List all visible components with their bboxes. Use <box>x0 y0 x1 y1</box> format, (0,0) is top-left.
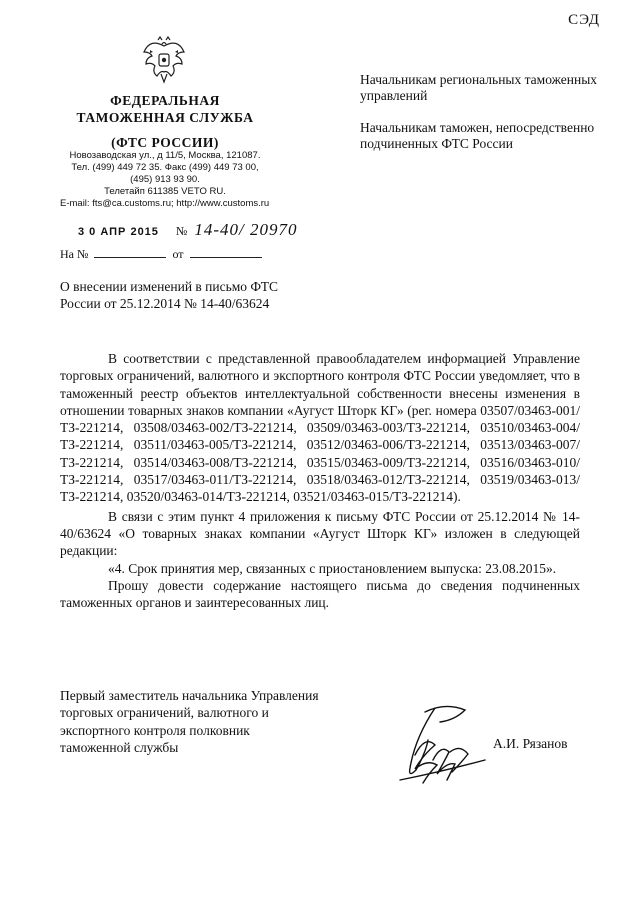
agency-name-block <box>60 92 270 151</box>
registration-line <box>78 220 298 240</box>
reference-from-label: от <box>172 247 184 261</box>
reference-line <box>60 247 268 262</box>
signatory-position: Первый заместитель начальника Управления торговых ограничений, валютного и экспортного контроля полковник таможенной службы <box>60 688 319 755</box>
agency-teletype: Телетайп 611385 VETO RU. <box>104 186 226 197</box>
agency-email-web: E-mail: fts@ca.customs.ru; http://www.customs.ru <box>60 198 270 209</box>
recipient-customs-houses: Начальникам таможен, непосредственно подчиненных ФТС России <box>360 120 595 151</box>
reference-number-blank <box>94 247 166 258</box>
letter-body <box>60 350 580 611</box>
registration-number-label: № <box>175 224 188 238</box>
agency-phone: Тел. (499) 449 72 35. Факс (499) 449 73 00, <box>71 162 259 173</box>
coat-of-arms-emblem <box>142 36 186 86</box>
handwritten-signature <box>395 700 490 790</box>
agency-address: Новозаводская ул., д 11/5, Москва, 121087. <box>69 150 261 161</box>
reference-number-label: На № <box>60 247 89 261</box>
registration-date-stamp: 3 0 АПР 2015 <box>78 226 159 238</box>
recipient-regional-offices: Начальникам региональных таможенных управлений <box>360 72 598 103</box>
agency-name-line2: ТАМОЖЕННАЯ СЛУЖБА <box>76 110 254 125</box>
reference-date-blank <box>190 247 262 258</box>
body-paragraph-1: В соответствии с представленной правообладателем информацией Управление торговых ограничений, валютного и экспортного контроля ФТС России уведомляет, что в таможенный реестр объектов интеллектуальной собственности внесены изменения в отношении товарных знаков компании «Аугуст Шторк КГ» (рег. номера 03507/03463-001/ТЗ-221214, 03508/03463-002/ТЗ-221214, 03509/03463-003/ТЗ-221214, 03510/03463-004/ТЗ-221214, 03511/03463-005/ТЗ-221214, 03512/03463-006/ТЗ-221214, 03513/03463-007/ТЗ-221214, 03514/03463-008/ТЗ-221214, 03515/03463-009/ТЗ-221214, 03516/03463-010/ТЗ-221214, 03517/03463-011/ТЗ-221214, 03518/03463-012/ТЗ-221214, 03519/03463-013/ТЗ-221214, 03520/03463-014/ТЗ-221214, 03521/03463-015/ТЗ-221214). <box>60 351 580 505</box>
agency-abbreviation: (ФТС РОССИИ) <box>111 135 219 150</box>
signatory-name: А.И. Рязанов <box>493 736 568 751</box>
agency-name-line1: ФЕДЕРАЛЬНАЯ <box>110 93 220 108</box>
body-paragraph-3: «4. Срок принятия мер, связанных с приостановлением выпуска: 23.08.2015». <box>108 560 557 576</box>
document-system-label: СЭД <box>568 12 600 28</box>
body-paragraph-2: В связи с этим пункт 4 приложения к письму ФТС России от 25.12.2014 № 14-40/63624 «О товарных знаках компании «Аугуст Шторк КГ» изложен в следующей редакции: <box>60 508 580 559</box>
agency-phone-2: (495) 913 93 90. <box>130 174 200 185</box>
recipients-block <box>360 72 600 168</box>
body-paragraph-4: Прошу довести содержание настоящего письма до сведения подчиненных таможенных органов и заинтересованных лиц. <box>60 577 580 611</box>
letter-subject: О внесении изменений в письмо ФТС России от 25.12.2014 № 14-40/63624 <box>60 279 279 311</box>
agency-contacts <box>60 150 270 210</box>
registration-number: 14-40/ 20970 <box>194 220 298 239</box>
